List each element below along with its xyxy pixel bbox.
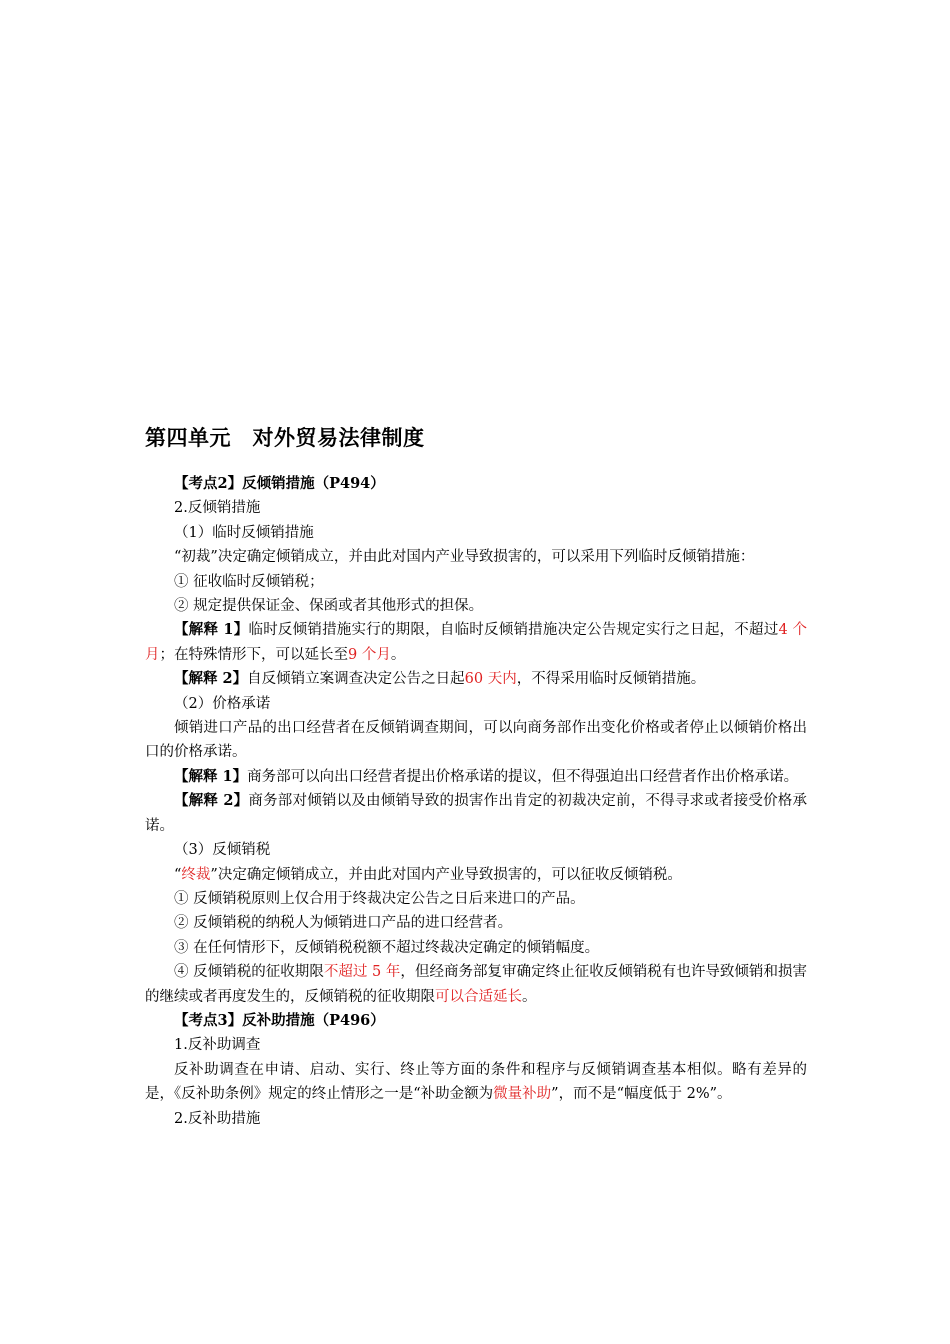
explanation-1-undertaking: 【解释 1】商务部可以向出口经营者提出价格承诺的提议，但不得强迫出口经营者作出价格承诺。 bbox=[174, 767, 799, 785]
explanation-2-undertaking: 【解释 2】商务部对倾销以及由倾销导致的损害作出肯定的初裁决定前，不得寻求或者接受价格承诺。 bbox=[145, 792, 807, 834]
highlight-de-minimis: 微量补助 bbox=[493, 1086, 552, 1103]
list-item-2: ② 规定提供保证金、保函或者其他形式的担保。 bbox=[174, 598, 484, 615]
subheading-antidumping-measures: 2.反倾销措施 bbox=[174, 500, 261, 517]
duty-item-3: ③ 在任何情形下，反倾销税税额不超过终裁决定确定的倾销幅度。 bbox=[174, 939, 600, 956]
explanation-label: 【解释 1】 bbox=[174, 621, 249, 639]
section-heading-antidumping: 【考点2】反倾销措施（P494） bbox=[174, 475, 385, 492]
highlight-4-months: 4 个月 bbox=[145, 622, 807, 663]
subheading-price-undertaking: （2）价格承诺 bbox=[174, 695, 271, 712]
highlight-final-ruling: 终裁 bbox=[181, 866, 211, 883]
explanation-2-60-days: 【解释 2】自反倾销立案调查决定公告之日起60 天内，不得采用临时反倾销措施。 bbox=[174, 670, 706, 688]
subheading-provisional-measures: （1）临时反倾销措施 bbox=[174, 524, 314, 541]
list-item-1: ① 征收临时反倾销税； bbox=[174, 573, 324, 590]
explanation-label: 【解释 2】 bbox=[174, 792, 249, 810]
explanation-label: 【解释 2】 bbox=[174, 670, 248, 688]
paragraph-price-undertaking: 倾销进口产品的出口经营者在反倾销调查期间，可以向商务部作出变化价格或者停止以倾销价格出口的价格承诺。 bbox=[145, 720, 807, 761]
duty-item-4: ④ 反倾销税的征收期限不超过 5 年，但经商务部复审确定终止征收反倾销税有也许导致倾销和损害的继续或者再度发生的，反倾销税的征收期限可以合适延长。 bbox=[145, 964, 807, 1005]
explanation-1-period: 【解释 1】临时反倾销措施实行的期限，自临时反倾销措施决定公告规定实行之日起，不超过4 个月；在特殊情形下，可以延长至9 个月。 bbox=[145, 621, 807, 663]
section-heading-countervailing: 【考点3】反补助措施（P496） bbox=[174, 1011, 385, 1029]
duty-item-1: ① 反倾销税原则上仅合用于终裁决定公告之日后来进口的产品。 bbox=[174, 890, 585, 907]
subheading-countervailing-measures: 2.反补助措施 bbox=[174, 1110, 261, 1127]
subheading-antidumping-duty: （3）反倾销税 bbox=[174, 842, 271, 859]
highlight-5-years: 不超过 5 年 bbox=[323, 964, 401, 981]
highlight-60-days: 60 天内 bbox=[464, 671, 517, 688]
paragraph-countervailing-investigation: 反补助调查在申请、启动、实行、终止等方面的条件和程序与反倾销调查基本相似。略有差异的是，《反补助条例》规定的终止情形之一是“补助金额为微量补助”，而不是“幅度低于 2%”。 bbox=[145, 1061, 807, 1103]
paragraph-final-ruling: “终裁”决定确定倾销成立，并由此对国内产业导致损害的，可以征收反倾销税。 bbox=[174, 866, 682, 883]
highlight-9-months: 9 个月 bbox=[348, 646, 391, 663]
explanation-label: 【解释 1】 bbox=[174, 767, 248, 785]
highlight-extension: 可以合适延长 bbox=[435, 988, 522, 1005]
subheading-countervailing-investigation: 1.反补助调查 bbox=[174, 1037, 261, 1054]
duty-item-2: ② 反倾销税的纳税人为倾销进口产品的进口经营者。 bbox=[174, 915, 513, 932]
unit-title: 第四单元 对外贸易法律制度 bbox=[145, 426, 425, 450]
paragraph-preliminary-ruling: “初裁”决定确定倾销成立，并由此对国内产业导致损害的，可以采用下列临时反倾销措施： bbox=[174, 549, 755, 566]
document-body bbox=[145, 472, 807, 1131]
